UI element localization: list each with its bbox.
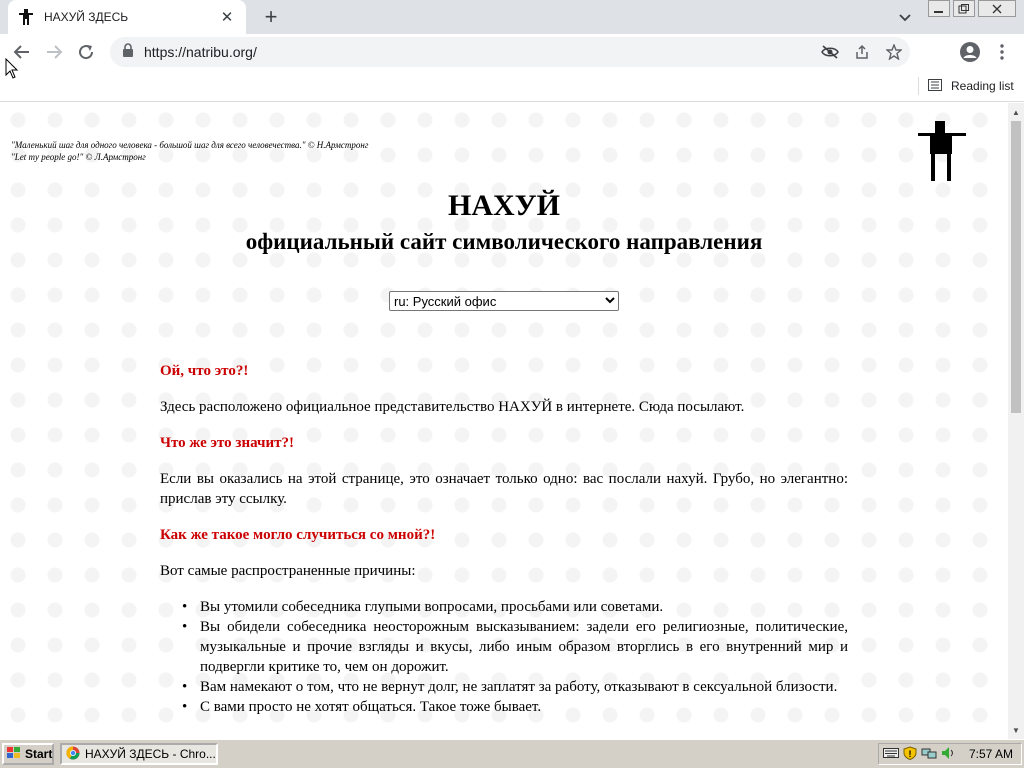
forward-icon[interactable] xyxy=(40,38,68,66)
mouse-cursor-icon xyxy=(5,58,19,80)
vertical-scrollbar[interactable] xyxy=(1008,103,1024,739)
list-item: • Вы обидели собеседника неосторожным высказыванием: задели его религиозные, политические, музыкальные и прочие взгляды и вкусы, либо иным образом вторглись в его внутренний мир и подвергли критике то, чем он дорожит. xyxy=(200,617,848,677)
list-item: • С вами просто не хотят общаться. Такое тоже бывает. xyxy=(200,697,848,717)
svg-text:!: ! xyxy=(908,748,912,759)
chevron-down-icon xyxy=(602,294,618,309)
restore-icon[interactable] xyxy=(953,0,975,17)
page-subtitle: официальный сайт символического направления xyxy=(245,229,763,254)
scroll-down-icon[interactable]: ▼ xyxy=(1012,725,1020,735)
network-icon[interactable] xyxy=(921,746,937,763)
volume-icon[interactable] xyxy=(941,746,955,763)
clock[interactable]: 7:57 AM xyxy=(968,747,1013,761)
share-icon[interactable] xyxy=(846,38,878,66)
windows-logo-icon xyxy=(7,747,21,762)
page-title: НАХУЙ xyxy=(447,189,561,222)
address-bar[interactable] xyxy=(110,37,910,67)
star-icon[interactable] xyxy=(878,38,910,66)
reading-list-button[interactable] xyxy=(928,76,1014,96)
taskbar-chrome-item[interactable] xyxy=(60,743,218,765)
window-close-icon[interactable] xyxy=(978,0,1016,17)
new-tab-button[interactable]: + xyxy=(264,4,278,29)
start-label: Start xyxy=(25,747,53,761)
list-item: • Вы утомили собеседника глупыми вопросами, просьбами или советами. xyxy=(200,597,848,617)
reading-list-label: Reading list xyxy=(951,79,1014,93)
scrollbar-thumb[interactable] xyxy=(1011,121,1021,413)
eye-off-icon[interactable] xyxy=(814,38,846,66)
chrome-icon xyxy=(66,746,80,763)
reload-icon[interactable] xyxy=(72,38,100,66)
bookmarks-bar xyxy=(0,70,1024,102)
divider xyxy=(918,77,919,95)
browser-toolbar xyxy=(0,34,1024,70)
page-viewport xyxy=(0,103,1008,739)
section-text: Если вы оказались на этой странице, это означает только одно: вас послали нахуй. Грубо, но элегантно: прислав эту ссылку. xyxy=(160,471,848,507)
lock-icon[interactable] xyxy=(122,43,134,62)
quotes-block xyxy=(11,139,368,163)
quote-line: "Маленький шаг для одного человека - большой шаг для всего человечества." © Н.Армстронг xyxy=(11,140,369,150)
language-select[interactable] xyxy=(389,291,619,311)
list-item: • Вам намекают о том, что не вернут долг, не заплатят за работу, отказывают в сексуальной близости. xyxy=(200,677,848,697)
section-question: Ой, что это?! xyxy=(160,363,249,379)
language-select-value: ru: Русский офис xyxy=(394,293,497,309)
stick-figure-logo-icon xyxy=(918,121,966,181)
start-button[interactable] xyxy=(2,743,54,765)
keyboard-icon[interactable] xyxy=(883,747,899,762)
scroll-up-icon[interactable]: ▲ xyxy=(1012,107,1020,117)
shield-icon[interactable] xyxy=(903,746,917,763)
close-icon[interactable]: ✕ xyxy=(220,9,234,26)
url-text[interactable]: https://natribu.org/ xyxy=(144,44,257,60)
stick-figure-icon xyxy=(18,9,34,25)
taskbar xyxy=(0,739,1024,768)
reading-list-icon xyxy=(928,79,942,94)
main-content xyxy=(160,361,848,717)
system-tray xyxy=(878,743,1022,765)
menu-icon[interactable] xyxy=(988,38,1016,66)
minimize-icon[interactable] xyxy=(928,0,950,17)
reasons-list xyxy=(200,597,848,717)
section-question: Что же это значит?! xyxy=(160,435,294,451)
tab-strip xyxy=(0,0,1024,34)
section-text: Вот самые распространенные причины: xyxy=(160,563,416,579)
taskbar-item-label: НАХУЙ ЗДЕСЬ - Chro... xyxy=(85,747,216,761)
profile-avatar-icon[interactable] xyxy=(956,38,984,66)
quote-line: "Let my people go!" © Л.Армстронг xyxy=(11,152,146,162)
browser-tab[interactable] xyxy=(8,0,246,34)
section-question: Как же такое могло случиться со мной?! xyxy=(160,527,436,543)
tab-title: НАХУЙ ЗДЕСЬ xyxy=(44,10,129,24)
section-text: Здесь расположено официальное представительство НАХУЙ в интернете. Сюда посылают. xyxy=(160,399,745,415)
chevron-down-icon[interactable] xyxy=(895,7,915,27)
